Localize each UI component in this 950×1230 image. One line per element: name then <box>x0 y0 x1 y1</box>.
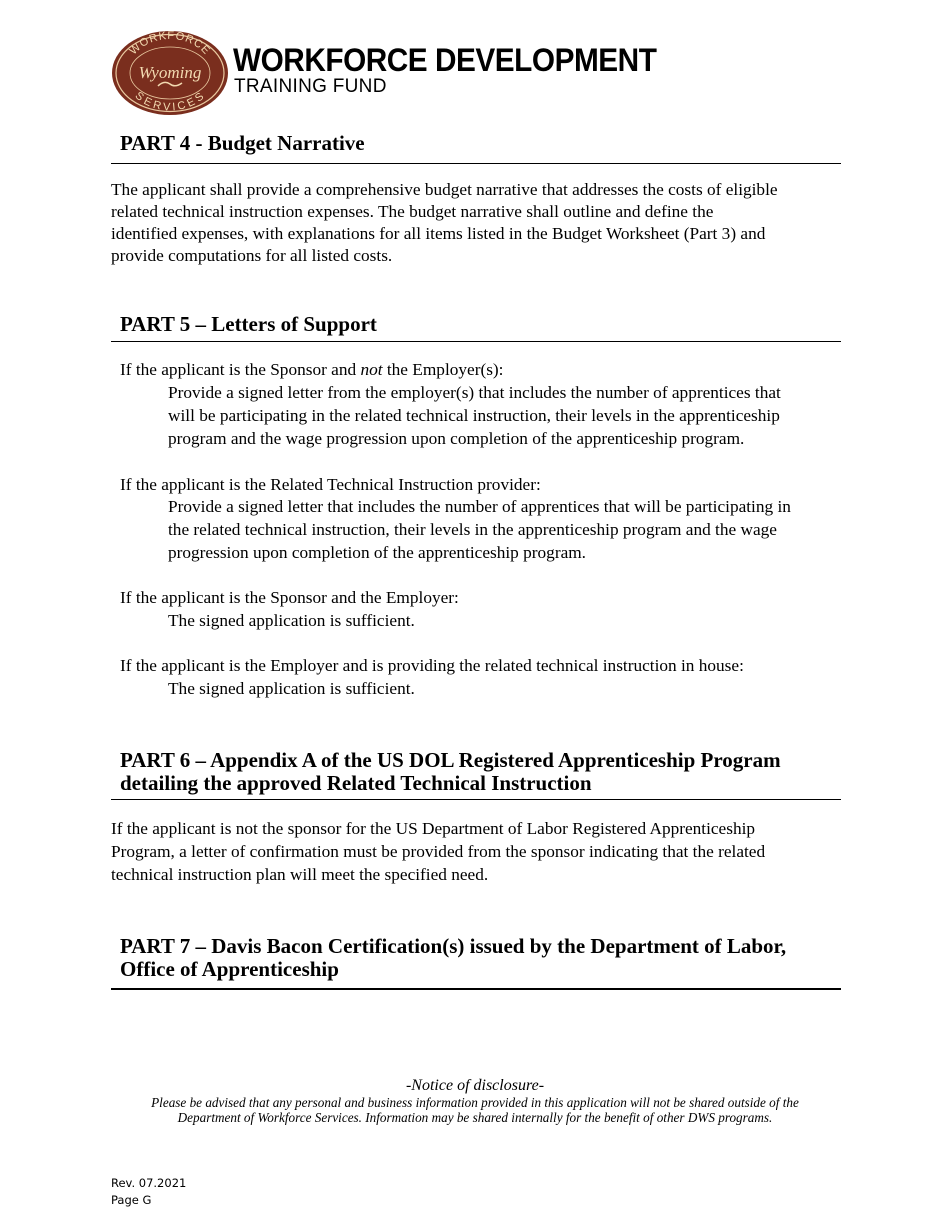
program-subtitle: TRAINING FUND <box>234 76 387 97</box>
part5-case1-line: Provide a signed letter from the employer(s) that includes the number of apprentices that <box>168 383 781 402</box>
part6-heading-line: PART 6 – Appendix A of the US DOL Registered Apprenticeship Program <box>120 748 781 772</box>
part5-case1-line: program and the wage progression upon completion of the apprenticeship program. <box>168 429 745 448</box>
part6-body-line: If the applicant is not the sponsor for the US Department of Labor Registered Apprenticeship <box>111 819 756 838</box>
part5-heading: PART 5 – Letters of Support <box>120 312 377 336</box>
part6-heading-line: detailing the approved Related Technical Instruction <box>120 771 592 795</box>
part5-case2-line: Provide a signed letter that includes the number of apprentices that will be participating in <box>168 497 791 516</box>
part7-heading-line: Office of Apprenticeship <box>120 957 339 981</box>
part4-body-line: identified expenses, with explanations for all items listed in the Budget Worksheet (Part 3) and <box>111 224 766 243</box>
part5-divider <box>111 341 841 342</box>
wyoming-workforce-services-logo <box>111 30 229 116</box>
part5-case3-condition: If the applicant is the Sponsor and the Employer: <box>120 588 459 607</box>
part5-case2-condition: If the applicant is the Related Technical Instruction provider: <box>120 475 541 494</box>
part5-case2-line: progression upon completion of the apprenticeship program. <box>168 543 587 562</box>
notice-line: Please be advised that any personal and business information provided in this application will not be shared outside of the <box>151 1095 799 1110</box>
part5-case3-line: The signed application is sufficient. <box>168 611 415 630</box>
part7-heading-line: PART 7 – Davis Bacon Certification(s) issued by the Department of Labor, <box>120 934 787 958</box>
notice-body <box>120 1095 830 1125</box>
notice-line: Department of Workforce Services. Information may be shared internally for the benefit of other DWS programs. <box>177 1110 773 1125</box>
part4-divider <box>111 163 841 164</box>
part4-body-line: related technical instruction expenses. The budget narrative shall outline and define the <box>111 202 714 221</box>
part5-case1-condition: If the applicant is the Sponsor and not the Employer(s): <box>120 360 504 379</box>
part6-divider <box>111 799 841 800</box>
notice-title: -Notice of disclosure- <box>405 1077 545 1094</box>
svg-text:WORKFORCE: WORKFORCE <box>127 30 213 58</box>
part5-case4-line: The signed application is sufficient. <box>168 679 415 698</box>
part6-body-line: technical instruction plan will meet the specified need. <box>111 865 489 884</box>
part4-heading: PART 4 - Budget Narrative <box>120 131 365 155</box>
part7-divider <box>111 988 841 990</box>
svg-text:SERVICES: SERVICES <box>132 89 208 114</box>
part4-body-line: The applicant shall provide a comprehensive budget narrative that addresses the costs of eligible <box>111 180 778 199</box>
part5-case1-line: will be participating in the related technical instruction, their levels in the apprenticeship <box>168 406 780 425</box>
part5-case2-line: the related technical instruction, their levels in the apprenticeship program and the wage <box>168 520 777 539</box>
svg-text:Wyoming: Wyoming <box>138 63 202 82</box>
part6-body-line: Program, a letter of confirmation must be provided from the sponsor indicating that the related <box>111 842 766 861</box>
revision-label: Rev. 07.2021 <box>111 1176 187 1190</box>
emphasis-not: not <box>360 360 383 379</box>
part4-body-line: provide computations for all listed costs. <box>111 246 393 265</box>
part5-case4-condition: If the applicant is the Employer and is providing the related technical instruction in house: <box>120 656 744 675</box>
program-title: WORKFORCE DEVELOPMENT <box>233 42 657 78</box>
page-label: Page G <box>111 1193 152 1207</box>
